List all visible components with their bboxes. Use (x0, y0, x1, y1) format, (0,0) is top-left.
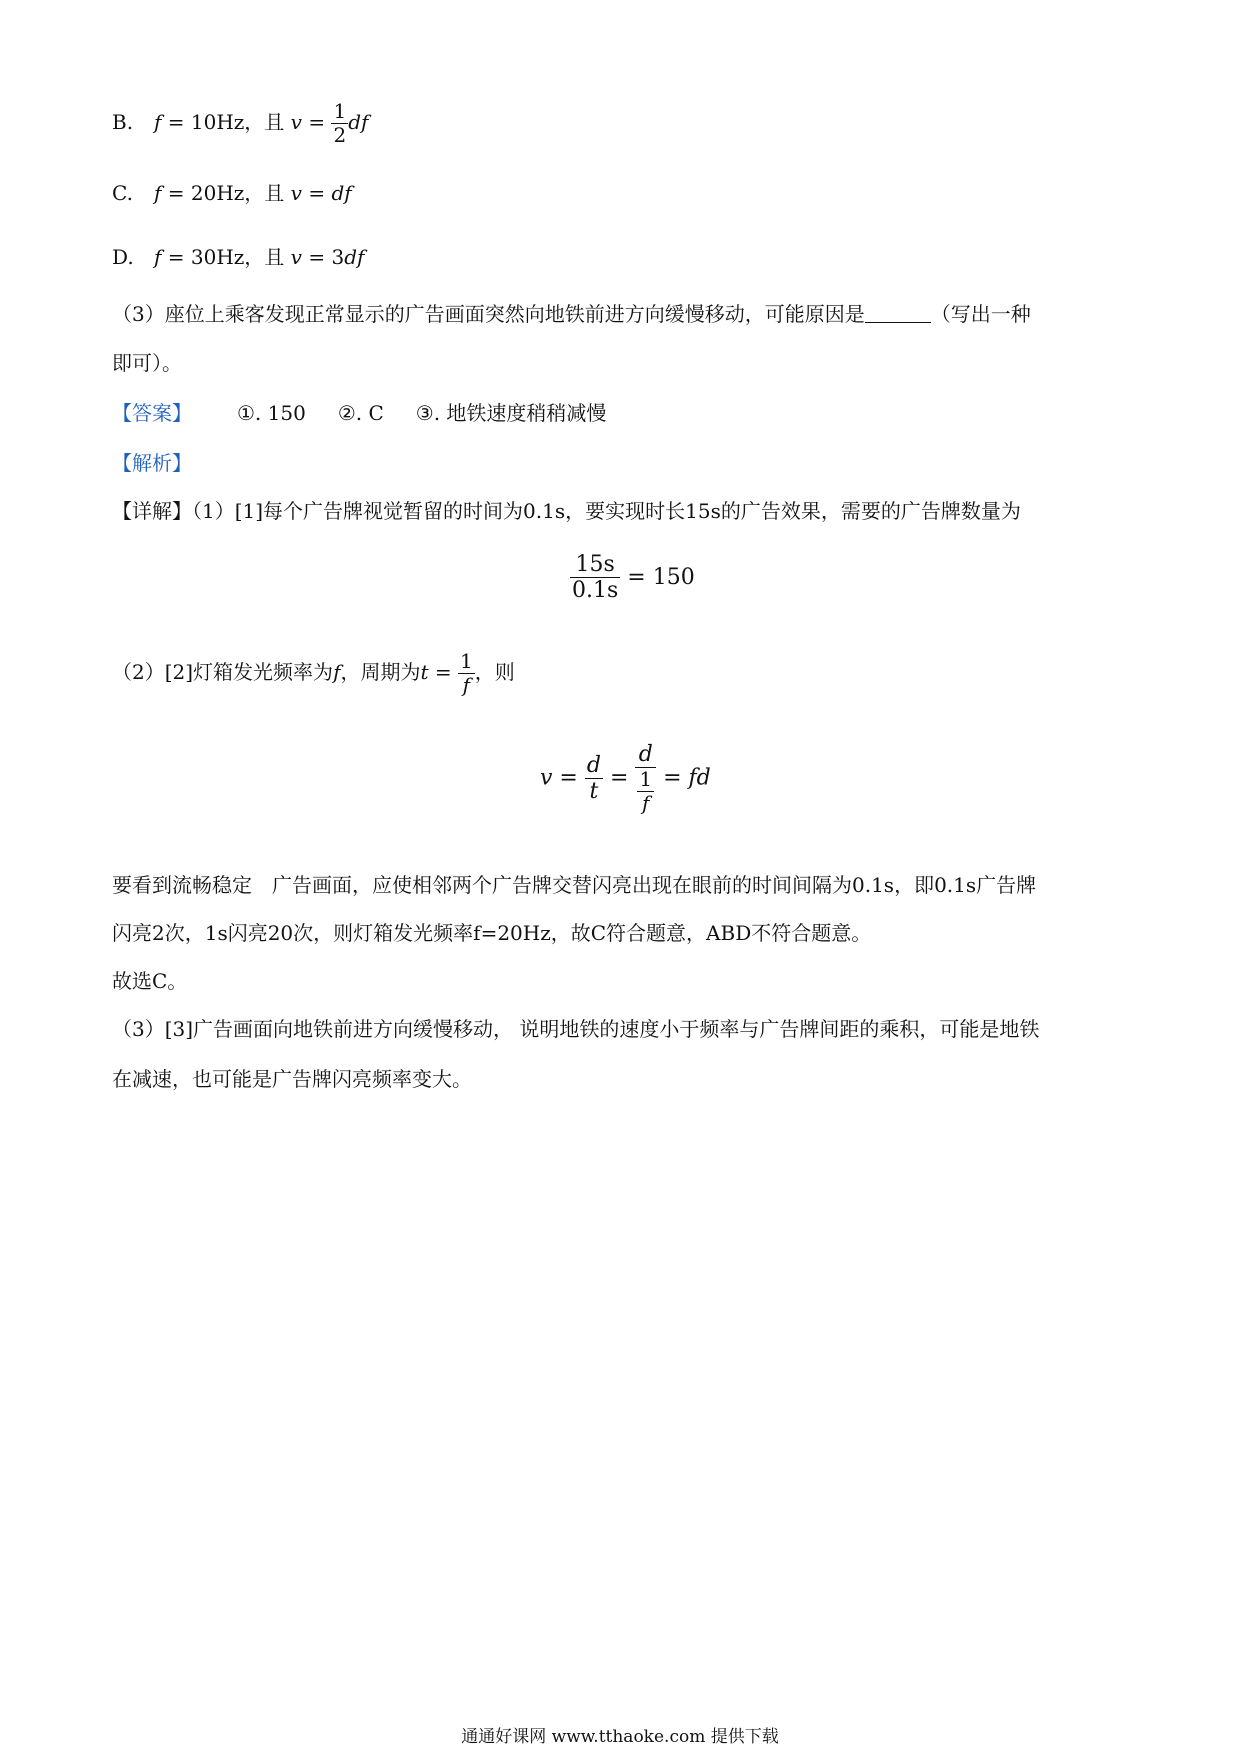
option-c: C. f = 20Hz，且 v = df (112, 181, 352, 205)
answer-3: ③. 地铁速度稍稍减慢 (415, 401, 607, 425)
option-text: = (301, 110, 332, 134)
var-v: v (290, 110, 302, 134)
detail-p4-line1: （3）[3]广告画面向地铁前进方向缓慢移动， 说明地铁的速度小于频率与广告牌间距的乘积，可能是地铁 (112, 1017, 1040, 1041)
fraction: $\frac{1}{f}$ (460, 649, 473, 697)
detail-p1: 【详解】（1）[1]每个广告牌视觉暂留的时间为0.1s，要实现时长15s的广告效果，需要的广告牌数量为 (112, 499, 1021, 523)
answer-label: 【答案】 (112, 401, 192, 425)
detail-p2: （2）[2]灯箱发光频率为f，周期为t = $\frac{1}{f}$ ，则 (112, 649, 515, 697)
question-3-cont: 即可）。 (112, 351, 182, 375)
option-letter: C. (112, 181, 133, 205)
option-d: D. f = 30Hz，且 v = 3df (112, 245, 365, 269)
option-b (112, 100, 368, 147)
question-text: （3）座位上乘客发现正常显示的广告画面突然向地铁前进方向缓慢移动，可能原因是 (112, 302, 865, 326)
equation-velocity: v = $\frac{d}{t}$ = $\frac{d}{\frac{1}{f}}$ = fd (540, 742, 711, 816)
detail-p3-line3: 故选C。 (112, 969, 188, 993)
fraction: $\frac{15s}{0.1s}$ (572, 552, 619, 604)
page-footer: 通通好课网 www.tthaoke.com 提供下载 (461, 1727, 779, 1747)
fraction: $\frac{d}{t}$ (586, 752, 601, 805)
detail-p4-line2: 在减速，也可能是广告牌闪亮频率变大。 (112, 1067, 472, 1091)
var-f: f (154, 110, 162, 134)
answer-blank (865, 304, 931, 323)
question-text: （写出一种 (930, 302, 1031, 326)
answer-2: ②. C (337, 401, 384, 425)
fraction: $\frac{d}{\frac{1}{f}}$ (635, 742, 656, 815)
option-letter: D. (112, 245, 134, 269)
fraction: $\frac{1}{2}$ (333, 99, 347, 147)
equation-count: $\frac{15s}{0.1s}$ = 150 (572, 552, 695, 604)
answer-line (112, 400, 606, 426)
detail-p3-line2: 闪亮2次，1s闪亮20次，则灯箱发光频率f=20Hz，故C符合题意，ABD不符合题意。 (112, 921, 872, 945)
detail-p3-line1: 要看到流畅稳定 广告画面，应使相邻两个广告牌交替闪亮出现在眼前的时间间隔为0.1s，即0.1s广告牌 (112, 873, 1037, 897)
option-letter: B. (112, 110, 134, 134)
analysis-label: 【解析】 (112, 451, 192, 475)
answer-1: ①. 150 (237, 401, 306, 425)
question-3 (112, 301, 1031, 327)
option-text: df (348, 110, 369, 134)
option-text: = 10Hz，且 (161, 110, 291, 134)
